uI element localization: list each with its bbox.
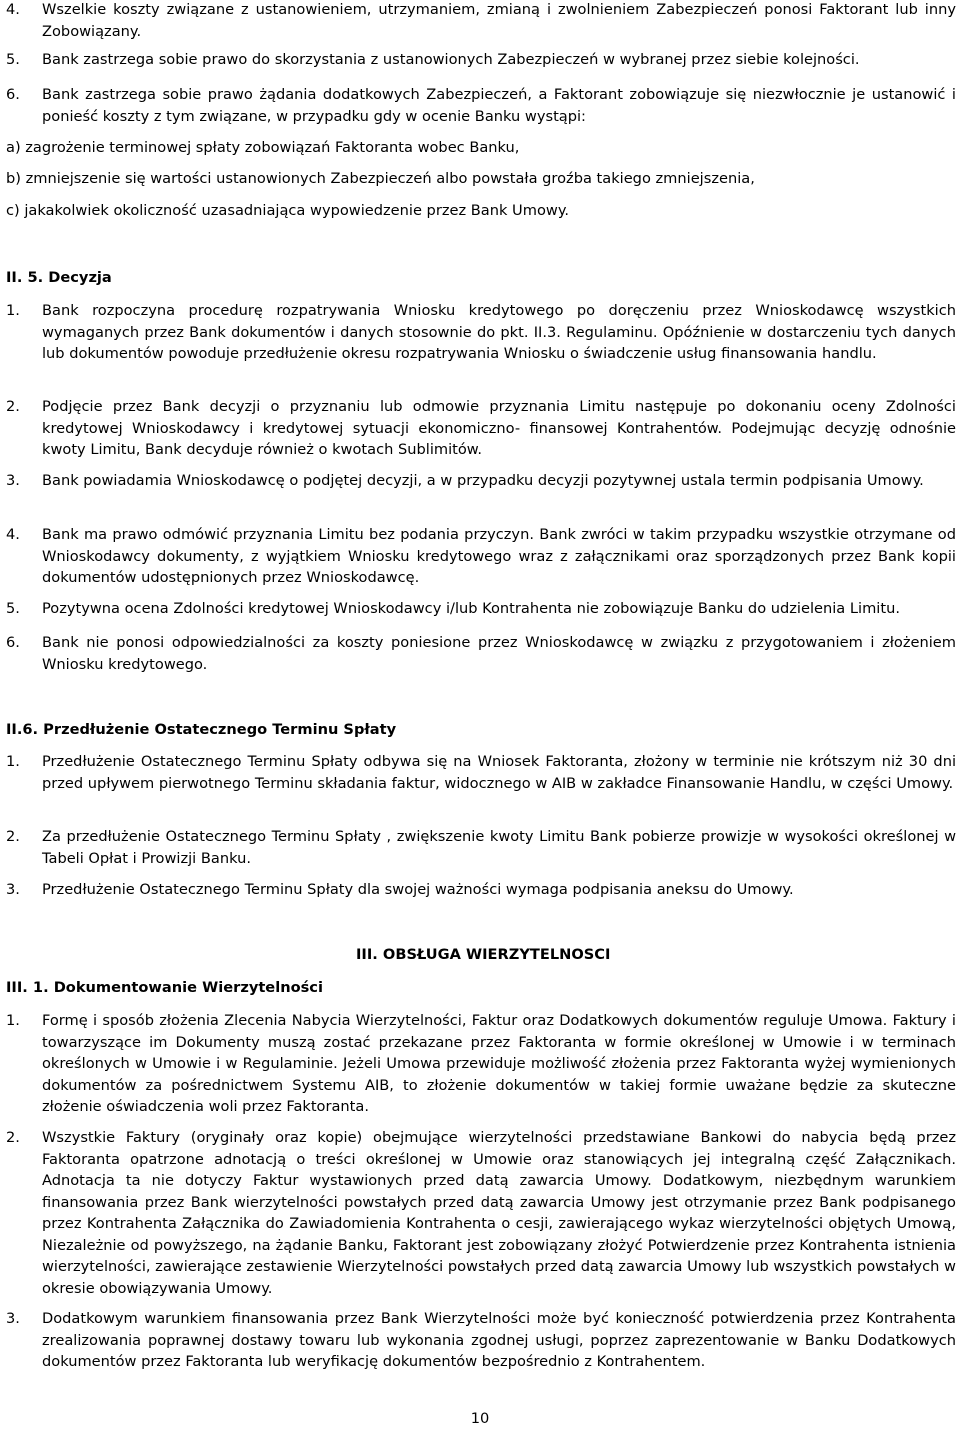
item-number: 6. (6, 86, 20, 103)
item-number: 6. (6, 634, 20, 651)
sub-item-b: b) zmniejszenie się wartości ustanowionych Zabezpieczeń albo powstała groźba takiego zmniejszenia, (6, 170, 755, 187)
item-number: 3. (6, 472, 20, 489)
item-number: 1. (6, 753, 20, 770)
item-text: Bank zastrzega sobie prawo do skorzystania z ustanowionych Zabezpieczeń w wybranej przez siebie kolejności. (42, 51, 860, 68)
item-text: Dodatkowym warunkiem finansowania przez Bank Wierzytelności może być konieczność potwierdzenia przez Kontrahenta zrealizowania poprawnej dostawy towaru lub wykonania zgodnej usługi, poprzez zaprezentowanie w Banku Dodatkowych dokumentów przez Faktoranta lub weryfikację dokumentów bezpośrednio z Kontrahentem. (42, 1310, 956, 1370)
list-item (0, 524, 960, 589)
sub-item-c: c) jakakolwiek okoliczność uzasadniająca wypowiedzenie przez Bank Umowy. (6, 202, 570, 219)
item-text: Formę i sposób złożenia Zlecenia Nabycia Wierzytelności, Faktur oraz Dodatkowych dokumentów reguluje Umowa. Faktury i towarzyszące im Dokumenty muszą zostać przekazane przez Faktoranta w formie określonej w Umowie i w terminach określonych w Umowie i w Regulaminie. Jeżeli Umowa przewiduje możliwość złożenia przez Faktoranta wyżej wymienionych dokumentów za pośrednictwem Systemu AIB, to złożenie dokumentów w takiej formie uważane będzie za skuteczne złożenie oświadczenia woli przez Faktoranta. (42, 1012, 956, 1115)
list-item (0, 598, 960, 620)
list-item (0, 879, 960, 901)
item-text: Przedłużenie Ostatecznego Terminu Spłaty dla swojej ważności wymaga podpisania aneksu do Umowy. (42, 881, 794, 898)
section-heading-extension: II.6. Przedłużenie Ostatecznego Terminu Spłaty (6, 721, 397, 738)
item-number: 5. (6, 600, 20, 617)
item-number: 5. (6, 51, 20, 68)
item-number: 1. (6, 1012, 20, 1029)
item-text: Wszystkie Faktury (oryginały oraz kopie) obejmujące wierzytelności przedstawiane Bankowi do nabycia będą przez Faktoranta opatrzone adnotacją o treści określonej w Umowie oraz stanowiących jej integralną część Załącznikach. Adnotacja ta nie dotyczy Faktur wystawionych przed datą zawarcia Umowy. Dodatkowym, niezbędnym warunkiem finansowania przez Bank wierzytelności powstałych przed datą zawarcia Umowy jest otrzymanie przez Bank podpisanego przez Kontrahenta Załącznika do Zawiadomienia Kontrahenta o cesji, zawierającego wykaz wierzytelności objętych Umową, Niezależnie od powyższego, na żądanie Banku, Faktorant jest zobowiązany złożyć Potwierdzenie przez Kontrahenta istnienia wierzytelności, zawierające zestawienie Wierzytelności powstałych przed datą zawarcia Umowy lub wszystkich powstałych w okresie obowiązywania Umowy. (42, 1129, 956, 1297)
page-number: 10 (470, 1410, 490, 1427)
sub-item-a: a) zagrożenie terminowej spłaty zobowiązań Faktoranta wobec Banku, (6, 139, 520, 156)
list-item (0, 632, 960, 675)
item-text: Pozytywna ocena Zdolności kredytowej Wnioskodawcy i/lub Kontrahenta nie zobowiązuje Banku do udzielenia Limitu. (42, 600, 900, 617)
item-text: Bank zastrzega sobie prawo żądania dodatkowych Zabezpieczeń, a Faktorant zobowiązuje się niezwłocznie je ustanowić i ponieść koszty z tym związane, w przypadku gdy w ocenie Banku wystąpi: (42, 86, 956, 125)
item-text: Bank rozpoczyna procedurę rozpatrywania Wniosku kredytowego po doręczeniu przez Wnioskodawcę wszystkich wymaganych przez Bank dokumentów i danych stosownie do pkt. II.3. Regulaminu. Opóźnienie w dostarczeniu tych danych lub dokumentów powoduje przedłużenie okresu rozpatrywania Wniosku o świadczenie usług finansowania handlu. (42, 302, 956, 362)
item-number: 2. (6, 398, 20, 415)
list-item (0, 0, 960, 42)
item-number: 3. (6, 881, 20, 898)
item-text: Wszelkie koszty związane z ustanowieniem, utrzymaniem, zmianą i zwolnieniem Zabezpieczeń ponosi Faktorant lub inny Zobowiązany. (42, 1, 956, 40)
item-text: Za przedłużenie Ostatecznego Terminu Spłaty , zwiększenie kwoty Limitu Bank pobierze prowizje w wysokości określonej w Tabeli Opłat i Prowizji Banku. (42, 828, 956, 867)
item-number: 4. (6, 526, 20, 543)
item-number: 2. (6, 828, 20, 845)
item-text: Podjęcie przez Bank decyzji o przyznaniu lub odmowie przyznania Limitu następuje po dokonaniu oceny Zdolności kredytowej Wnioskodawcy i kredytowej sytuacji ekonomiczno- finansowej Kontrahentów. Podejmując decyzję odnośnie kwoty Limitu, Bank decyduje również o kwotach Sublimitów. (42, 398, 956, 458)
section-title-service: III. OBSŁUGA WIERZYTELNOSCI (356, 946, 611, 963)
list-item (0, 396, 960, 461)
item-text: Bank nie ponosi odpowiedzialności za koszty poniesione przez Wnioskodawcę w związku z przygotowaniem i złożeniem Wniosku kredytowego. (42, 634, 956, 673)
item-number: 2. (6, 1129, 20, 1146)
section-heading-documentation: III. 1. Dokumentowanie Wierzytelności (6, 979, 323, 996)
item-text: Przedłużenie Ostatecznego Terminu Spłaty odbywa się na Wniosek Faktoranta, złożony w terminie nie krótszym niż 30 dni przed upływem pierwotnego Terminu składania faktur, widocznego w AIB w zakładce Finansowanie Handlu, w części Umowy. (42, 753, 956, 792)
list-item (0, 84, 960, 127)
item-number: 1. (6, 302, 20, 319)
list-item (0, 300, 960, 365)
section-heading-decision: II. 5. Decyzja (6, 269, 112, 286)
list-item (0, 826, 960, 869)
list-item (0, 470, 960, 492)
list-item (0, 1010, 960, 1118)
list-item (0, 1127, 960, 1299)
list-item (0, 1308, 960, 1373)
list-item (0, 49, 960, 71)
item-number: 4. (6, 1, 20, 18)
item-number: 3. (6, 1310, 20, 1327)
list-item (0, 751, 960, 794)
item-text: Bank ma prawo odmówić przyznania Limitu bez podania przyczyn. Bank zwróci w takim przypadku wszystkie otrzymane od Wnioskodawcy dokumenty, z wyjątkiem Wniosku kredytowego wraz z załącznikami oraz sporządzonych przez Bank kopii dokumentów udostępnionych przez Wnioskodawcę. (42, 526, 956, 586)
item-text: Bank powiadamia Wnioskodawcę o podjętej decyzji, a w przypadku decyzji pozytywnej ustala termin podpisania Umowy. (42, 472, 924, 489)
